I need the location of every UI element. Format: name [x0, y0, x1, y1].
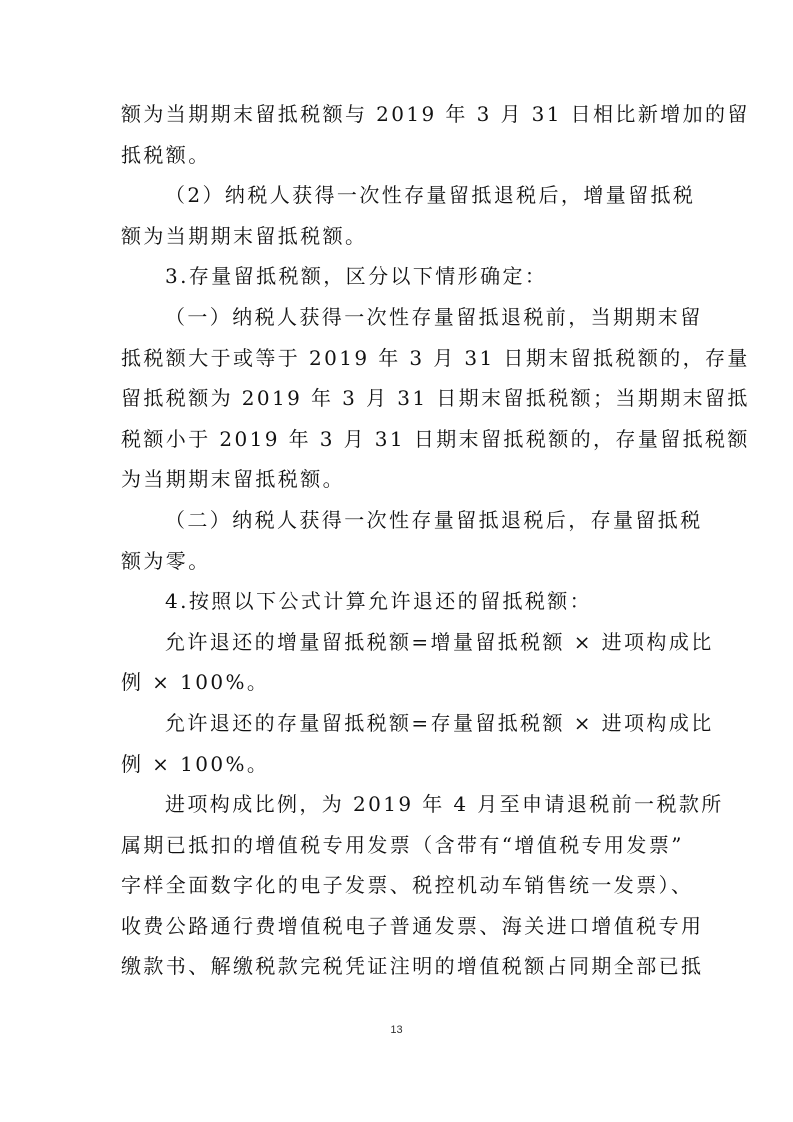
text-line: 额为当期期末留抵税额与 2019 年 3 月 31 日相比新增加的留 — [121, 102, 750, 126]
text-line: 留抵税额为 2019 年 3 月 31 日期末留抵税额；当期期末留抵 — [121, 386, 750, 411]
text-line: 为当期期末留抵税额。 — [121, 467, 345, 492]
text-line: 进项构成比例，为 2019 年 4 月至申请退税前一税款所 — [165, 792, 724, 817]
text-line: 3.存量留抵税额，区分以下情形确定： — [165, 264, 548, 289]
body-text — [121, 94, 750, 987]
text-line: （一）纳税人获得一次性存量留抵退税前，当期期末留 — [165, 304, 703, 329]
text-line: 例 × 100%。 — [121, 670, 270, 695]
text-line: 允许退还的存量留抵税额=存量留抵税额 × 进项构成比 — [165, 710, 714, 735]
text-line: 例 × 100%。 — [121, 751, 270, 776]
text-line: 额为零。 — [121, 548, 211, 573]
text-line: 抵税额大于或等于 2019 年 3 月 31 日期末留抵税额的，存量 — [121, 345, 750, 370]
text-line: 4.按照以下公式计算允许退还的留抵税额： — [165, 589, 593, 614]
text-line: 字样全面数字化的电子发票、税控机动车销售统一发票）、 — [121, 873, 694, 898]
text-line: 收费公路通行费增值税电子普通发票、海关进口增值税专用 — [121, 913, 704, 938]
text-line: （二）纳税人获得一次性存量留抵退税后，存量留抵税 — [165, 507, 703, 532]
text-line: 税额小于 2019 年 3 月 31 日期末留抵税额的，存量留抵税额 — [121, 426, 750, 451]
text-line: 属期已抵扣的增值税专用发票（含带有“增值税专用发票” — [121, 832, 684, 857]
page-number: 13 — [390, 1024, 403, 1036]
text-line: （2）纳税人获得一次性存量留抵退税后，增量留抵税 — [165, 183, 696, 208]
text-line: 允许退还的增量留抵税额=增量留抵税额 × 进项构成比 — [165, 629, 714, 654]
text-line: 抵税额。 — [121, 142, 211, 167]
text-line: 缴款书、解缴税款完税凭证注明的增值税额占同期全部已抵 — [121, 954, 704, 979]
text-line: 额为当期期末留抵税额。 — [121, 223, 368, 248]
